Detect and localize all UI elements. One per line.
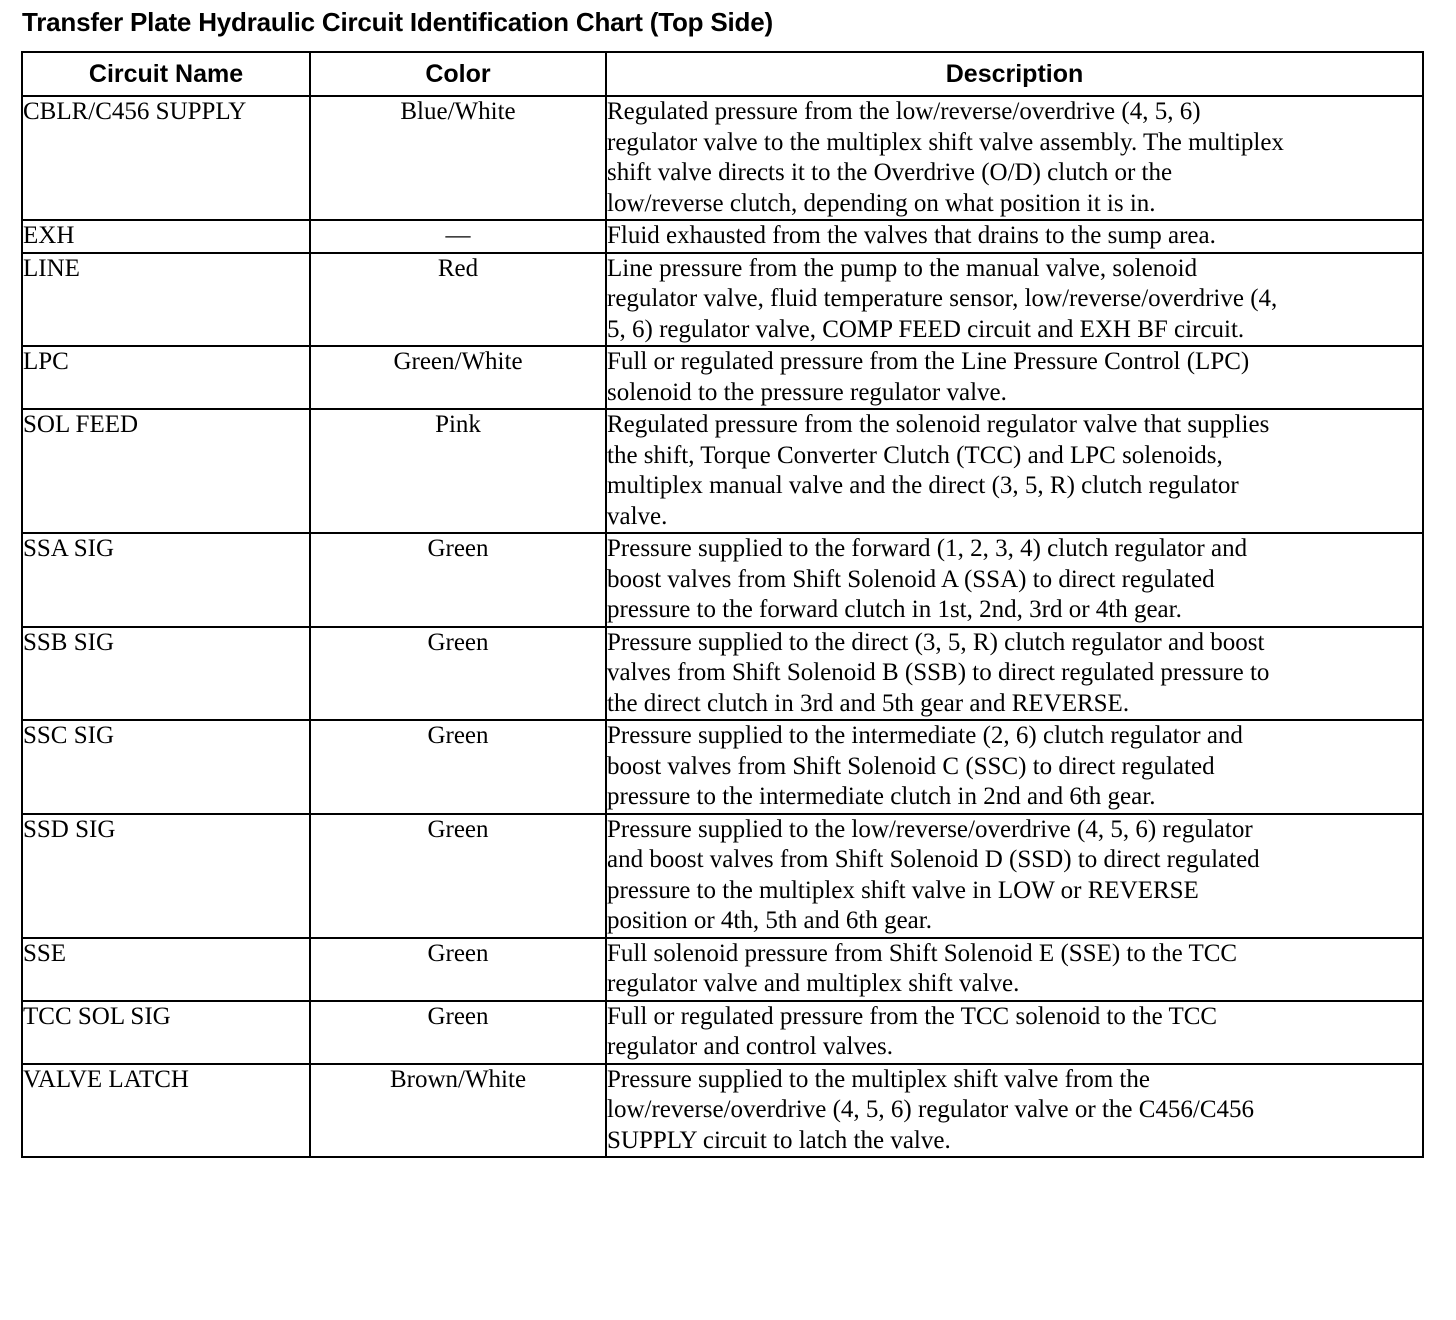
description-line: Regulated pressure from the solenoid regulator valve that supplies xyxy=(607,411,1270,438)
table-row xyxy=(22,1064,1423,1158)
circuit-name-cell: TCC SOL SIG xyxy=(22,1001,310,1064)
table-row xyxy=(22,346,1423,409)
circuit-description-cell xyxy=(606,938,1423,1001)
circuit-description-cell xyxy=(606,533,1423,627)
description-line: Full or regulated pressure from the Line Pressure Control (LPC) xyxy=(607,348,1250,375)
circuit-name-cell: EXH xyxy=(22,220,310,253)
description-line: and boost valves from Shift Solenoid D (SSD) to direct regulated xyxy=(607,846,1260,873)
description-line: boost valves from Shift Solenoid A (SSA) to direct regulated xyxy=(607,565,1215,593)
circuit-description-cell xyxy=(606,720,1423,814)
table-header-row xyxy=(22,52,1423,96)
circuit-color-cell: Green xyxy=(310,720,606,814)
table-row xyxy=(22,1001,1423,1064)
description-line: 5, 6) regulator valve, COMP FEED circuit and EXH BF circuit. xyxy=(607,315,1245,343)
description-line: Pressure supplied to the intermediate (2, 6) clutch regulator and xyxy=(607,722,1243,749)
description-line: Fluid exhausted from the valves that drains to the sump area. xyxy=(607,222,1216,249)
description-line: the direct clutch in 3rd and 5th gear and REVERSE. xyxy=(607,689,1130,717)
circuit-name-cell: SSB SIG xyxy=(22,627,310,721)
description-line: pressure to the intermediate clutch in 2nd and 6th gear. xyxy=(607,783,1156,810)
description-line: low/reverse clutch, depending on what position it is in. xyxy=(607,189,1156,217)
circuit-color-cell: Brown/White xyxy=(310,1064,606,1158)
circuit-name-cell: SSC SIG xyxy=(22,720,310,814)
page-title: Transfer Plate Hydraulic Circuit Identification Chart (Top Side) xyxy=(22,7,773,37)
description-line: Pressure supplied to the forward (1, 2, 3, 4) clutch regulator and xyxy=(607,535,1248,562)
description-line: regulator valve, fluid temperature sensor, low/reverse/overdrive (4, xyxy=(607,285,1278,312)
description-line: regulator and control valves. xyxy=(607,1033,894,1060)
description-line: Full or regulated pressure from the TCC solenoid to the TCC xyxy=(607,1002,1218,1030)
circuit-name-cell: CBLR/C456 SUPPLY xyxy=(22,96,310,220)
circuit-description-cell xyxy=(606,627,1423,721)
description-line: Line pressure from the pump to the manual valve, solenoid xyxy=(607,254,1198,282)
description-line: multiplex manual valve and the direct (3, 5, R) clutch regulator xyxy=(607,472,1239,499)
circuit-description-cell xyxy=(606,814,1423,938)
circuit-description-cell xyxy=(606,220,1423,253)
circuit-description-cell xyxy=(606,409,1423,533)
circuit-name-cell: SOL FEED xyxy=(22,409,310,533)
table-row xyxy=(22,96,1423,220)
description-line: Pressure supplied to the low/reverse/overdrive (4, 5, 6) regulator xyxy=(607,815,1253,843)
circuit-name-cell: SSD SIG xyxy=(22,814,310,938)
description-line: Regulated pressure from the low/reverse/overdrive (4, 5, 6) xyxy=(607,98,1201,125)
description-line: pressure to the multiplex shift valve in LOW or REVERSE xyxy=(607,876,1199,904)
table-body xyxy=(22,96,1423,1157)
table-row xyxy=(22,533,1423,627)
circuit-name-cell: LPC xyxy=(22,346,310,409)
circuit-color-cell: Green/White xyxy=(310,346,606,409)
column-header-circuit-name: Circuit Name xyxy=(22,52,310,96)
column-header-color: Color xyxy=(310,52,606,96)
circuit-color-cell: Pink xyxy=(310,409,606,533)
column-header-description: Description xyxy=(606,52,1423,96)
circuit-identification-table xyxy=(21,51,1424,1158)
circuit-color-cell: Blue/White xyxy=(310,96,606,220)
circuit-description-cell xyxy=(606,253,1423,347)
circuit-color-cell: Green xyxy=(310,627,606,721)
description-line: pressure to the forward clutch in 1st, 2nd, 3rd or 4th gear. xyxy=(607,596,1182,623)
circuit-name-cell: SSA SIG xyxy=(22,533,310,627)
description-line: valve. xyxy=(607,502,668,530)
circuit-name-cell: SSE xyxy=(22,938,310,1001)
circuit-color-cell: Green xyxy=(310,814,606,938)
description-line: Pressure supplied to the multiplex shift valve from the xyxy=(607,1065,1150,1093)
description-line: boost valves from Shift Solenoid C (SSC) to direct regulated xyxy=(607,752,1215,780)
table-row xyxy=(22,720,1423,814)
circuit-color-cell: Green xyxy=(310,533,606,627)
circuit-color-cell: Green xyxy=(310,938,606,1001)
description-line: low/reverse/overdrive (4, 5, 6) regulator valve or the C456/C456 xyxy=(607,1096,1255,1123)
circuit-description-cell xyxy=(606,1064,1423,1158)
description-line: the shift, Torque Converter Clutch (TCC) and LPC solenoids, xyxy=(607,441,1223,469)
circuit-color-cell: Red xyxy=(310,253,606,347)
table-row xyxy=(22,938,1423,1001)
circuit-name-cell: VALVE LATCH xyxy=(22,1064,310,1158)
description-line: SUPPLY circuit to latch the valve. xyxy=(607,1126,951,1154)
circuit-description-cell xyxy=(606,346,1423,409)
description-line: shift valve directs it to the Overdrive (O/D) clutch or the xyxy=(607,159,1173,186)
table-row xyxy=(22,220,1423,253)
description-line: regulator valve and multiplex shift valve. xyxy=(607,970,1020,997)
table-row xyxy=(22,627,1423,721)
circuit-description-cell xyxy=(606,96,1423,220)
circuit-name-cell: LINE xyxy=(22,253,310,347)
description-line: position or 4th, 5th and 6th gear. xyxy=(607,907,932,934)
circuit-color-cell: Green xyxy=(310,1001,606,1064)
description-line: regulator valve to the multiplex shift valve assembly. The multiplex xyxy=(607,128,1284,156)
circuit-description-cell xyxy=(606,1001,1423,1064)
description-line: solenoid to the pressure regulator valve. xyxy=(607,378,1007,406)
description-line: Pressure supplied to the direct (3, 5, R) clutch regulator and boost xyxy=(607,628,1265,656)
table-row xyxy=(22,409,1423,533)
table-row xyxy=(22,814,1423,938)
circuit-color-cell: — xyxy=(310,220,606,253)
table-row xyxy=(22,253,1423,347)
description-line: Full solenoid pressure from Shift Solenoid E (SSE) to the TCC xyxy=(607,939,1238,967)
description-line: valves from Shift Solenoid B (SSB) to direct regulated pressure to xyxy=(607,659,1270,686)
